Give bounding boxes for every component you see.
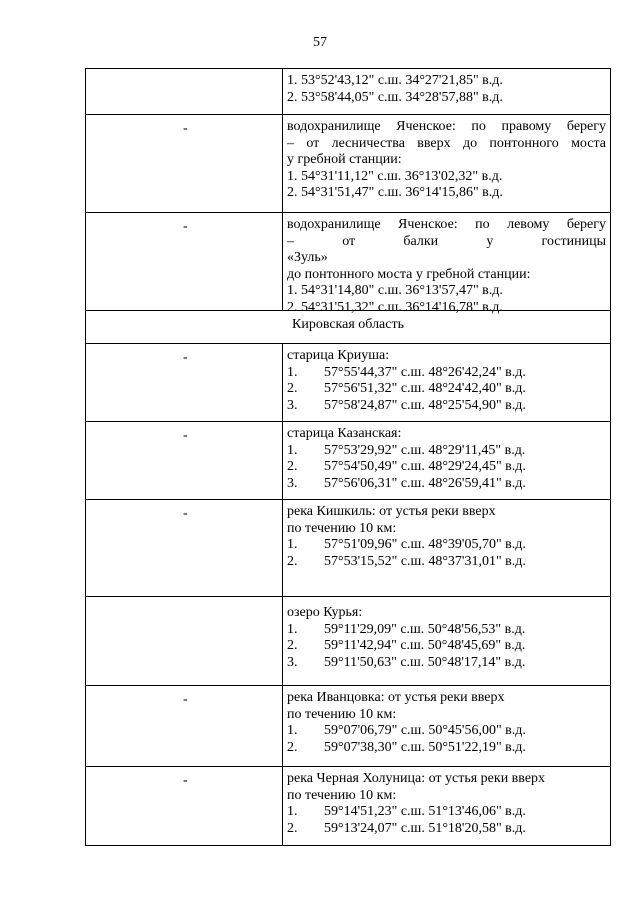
dash-cell: -	[86, 344, 283, 421]
content-cell: старица Криуша: 1. 57°55'44,37" с.ш. 48°26'42,24" в.д. 2. 57°56'51,32" с.ш. 48°24'42,40" в.д. 3. 57°58'24,87" с.ш. 48°25'54,90" в.д.	[287, 348, 526, 413]
content-cell: водохранилище Яченское: по левому берегу – от балки у гостиницы «Зуль» до понтонного моста у гребной станции: 1. 54°31'14,80" с.ш. 36°13'57,47" в.д. 2. 54°31'51,32" с.ш. 36°14'16,78" в.д.	[287, 217, 606, 315]
content-cell: водохранилище Яченское: по правому берегу – от лесничества вверх до понтонного моста у гребной станции: 1. 54°31'11,12" с.ш. 36°13'02,32" в.д. 2. 54°31'51,47" с.ш. 36°14'15,86" в.д.	[287, 119, 606, 200]
table-row	[86, 213, 610, 315]
dash-cell: -	[86, 500, 283, 596]
table-row	[86, 422, 610, 500]
content-cell: река Иванцовка: от устья реки вверх по течению 10 км: 1. 59°07'06,79" с.ш. 50°45'56,00" в.д. 2. 59°07'38,30" с.ш. 50°51'22,19" в.д.	[287, 690, 526, 755]
content-cell: 1. 53°52'43,12" с.ш. 34°27'21,85" в.д. 2. 53°58'44,05" с.ш. 34°28'57,88" в.д.	[287, 73, 503, 105]
content-cell: старица Казанская: 1. 57°53'29,92" с.ш. 48°29'11,45" в.д. 2. 57°54'50,49" с.ш. 48°29'24,45" в.д. 3. 57°56'06,31" с.ш. 48°26'59,41" в.д.	[287, 426, 526, 491]
table-row	[86, 344, 610, 422]
table-row	[86, 500, 610, 597]
table-row	[86, 69, 610, 115]
content-cell: река Кишкиль: от устья реки вверх по течению 10 км: 1. 57°51'09,96" с.ш. 48°39'05,70" в.д. 2. 57°53'15,52" с.ш. 48°37'31,01" в.д.	[287, 504, 526, 569]
table-row	[86, 597, 610, 686]
page-number: 57	[313, 35, 327, 50]
coordinates-table	[85, 68, 611, 846]
dash-cell: -	[86, 422, 283, 499]
dash-cell: -	[86, 767, 283, 845]
dash-cell	[86, 597, 283, 685]
content-cell: озеро Курья: 1. 59°11'29,09" с.ш. 50°48'56,53" в.д. 2. 59°11'42,94" с.ш. 50°48'45,69" в.д. 3. 59°11'50,63" с.ш. 50°48'17,14" в.д.	[287, 605, 526, 670]
dash-cell: -	[86, 115, 283, 212]
dash-cell: -	[86, 213, 283, 310]
dash-cell	[86, 69, 283, 114]
table-row	[86, 686, 610, 767]
content-cell: река Черная Холуница: от устья реки вверх по течению 10 км: 1. 59°14'51,23" с.ш. 51°13'46,06" в.д. 2. 59°13'24,07" с.ш. 51°18'20,58" в.д.	[287, 771, 546, 836]
table-row	[86, 767, 610, 846]
region-row	[86, 311, 610, 344]
region-title: Кировская область	[291, 317, 404, 332]
table-row	[86, 115, 610, 213]
dash-cell: -	[86, 686, 283, 766]
